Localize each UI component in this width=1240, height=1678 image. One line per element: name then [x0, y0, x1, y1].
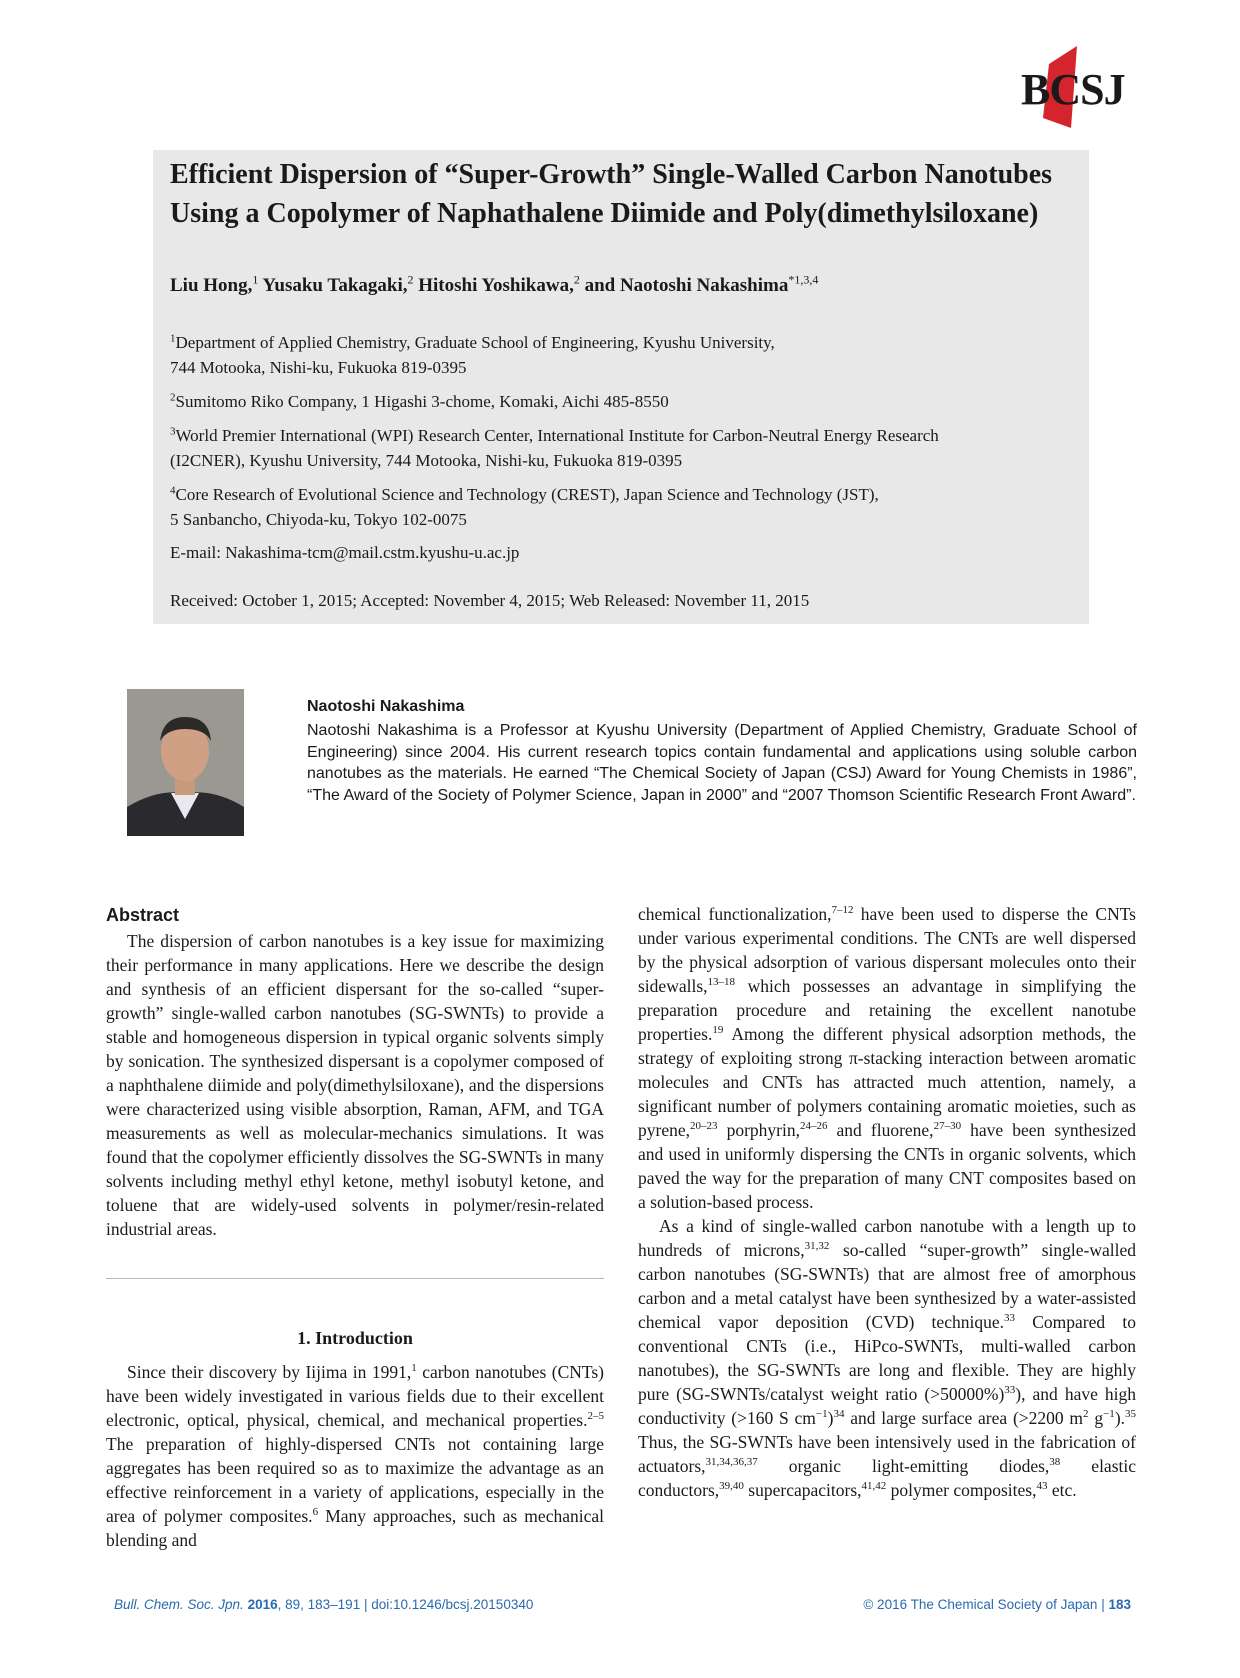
citation-ref: 13–18: [707, 976, 736, 989]
author-affil-sup: 1: [252, 272, 259, 287]
affil-line: Core Research of Evolutional Science and Technology (CREST), Japan Science and Technology (JST),: [175, 485, 879, 504]
bio-name: Naotoshi Nakashima: [307, 698, 465, 715]
citation-ref: 31,32: [804, 1240, 830, 1253]
page-number: 183: [1108, 1597, 1131, 1612]
affil-line: World Premier International (WPI) Research Center, International Institute for Carbon-Neutral Energy Research: [175, 426, 939, 445]
citation-ref: 1: [411, 1362, 417, 1375]
affil-line: Sumitomo Riko Company, 1 Higashi 3-chome, Komaki, Aichi 485-8550: [175, 392, 669, 411]
citation-ref: −1: [815, 1408, 828, 1421]
title-line-1: Efficient Dispersion of “Super-Growth” Single-Walled Carbon Nanotubes: [170, 159, 1053, 190]
citation-ref: 2: [1083, 1408, 1089, 1421]
author: Hitoshi Yoshikawa,: [418, 275, 574, 296]
citation-ref: 6: [312, 1506, 319, 1519]
author-affil-sup: 2: [573, 272, 580, 287]
footer-year: 2016: [247, 1597, 278, 1612]
citation-ref: 34: [833, 1408, 845, 1421]
article-title: [170, 155, 1080, 233]
right-paragraph-2: As a kind of single-walled carbon nanotube with a length up to hundreds of microns,$^{31,32}$ so-called “super-growth” single-walled carbon nanotubes (SG-SWNTs) that are almost free of amorphous carbon and a metal catalyst have been synthesized by a water-assisted chemical vapor deposition (CVD) technique.$^{33}$ Compared to conventional CNTs (i.e., HiPco-SWNTs, multi-walled carbon nanotubes), the SG-SWNTs are long and flexible. They are highly pure (SG-SWNTs/catalyst weight ratio (>50000%)$^{33}$), and have high conductivity (>160 S $cm^{-1})^{34}$ and large surface area (>2200 $m^2$ $g^{-1}).^{35}$ Thus, the SG-SWNTs have been intensively used in the fabrication of actuators,$^{31,34,36,37}$ organic light-emitting diodes,$^{38}$ elastic conductors,$^{39,40}$ supercapacitors,$^{41,42}$ polymer composites,$^{43}$ etc.: [638, 1216, 1137, 1500]
citation-ref: 24–26: [799, 1120, 828, 1133]
abstract-body: [106, 929, 604, 1241]
footer-copyright-text: © 2016 The Chemical Society of Japan |: [863, 1597, 1105, 1612]
affil-sup: 4: [170, 484, 176, 497]
journal-logo: [1015, 42, 1135, 128]
affil-line: Department of Applied Chemistry, Graduate School of Engineering, Kyushu University,: [175, 333, 775, 352]
right-paragraph-1: chemical functionalization,$^{7-12}$ have been used to disperse the CNTs under various experimental conditions. The CNTs are well dispersed by the physical adsorption of various dispersant molecules onto their sidewalls,$^{13-18}$ which possesses an advantage in simplifying the preparation procedure and retaining the excellent nanotube properties.$^{19}$ Among the different physical adsorption methods, the strategy of exploiting strong π-stacking interaction between aromatic molecules and CNTs has attracted much attention, namely, a significant number of polymers containing aromatic moieties, such as pyrene,$^{20-23}$ porphyrin,$^{24-26}$ and fluorene,$^{27-30}$ have been synthesized and used in uniformly dispersing the CNTs in organic solvents, which paved the way for the preparation of many CNT composites based on a solution-based process.: [638, 904, 1136, 1212]
footer-copyright: [863, 1597, 1131, 1612]
right-column-body: [638, 902, 1136, 1502]
section-divider: [106, 1278, 604, 1279]
abstract-heading: Abstract: [106, 905, 180, 925]
citation-ref: 19: [712, 1024, 724, 1037]
citation-ref: −1: [1103, 1408, 1115, 1421]
abstract-text: The dispersion of carbon nanotubes is a key issue for maximizing their performance in many applications. Here we describe the design and synthesis of an efficient dispersant for the so-called “super-growth” single-walled carbon nanotubes (SG-SWNTs) to provide a stable and homogeneous dispersion in typical organic solvents simply by sonication. The synthesized dispersant is a copolymer composed of a naphthalene diimide and poly(dimethylsiloxane), and the dispersions were characterized using visible absorption, Raman, AFM, and TGA measurements as well as molecular-mechanics simulations. It was found that the copolymer efficiently dissolves the SG-SWNTs in many solvents including methyl ethyl ketone, methyl isobutyl ketone, and toluene that are widely-used solvents in polymer/resin-related industrial areas.: [106, 931, 604, 1239]
citation-ref: 35: [1125, 1408, 1137, 1421]
author-affil-sup: 2: [407, 272, 414, 287]
affil-sup: 2: [170, 391, 176, 404]
affil-line: 744 Motooka, Nishi-ku, Fukuoka 819-0395: [170, 358, 467, 377]
author: and Naotoshi Nakashima: [584, 275, 789, 296]
contact-email: E-mail: Nakashima-tcm@mail.cstm.kyushu-u.ac.jp: [170, 543, 520, 562]
affiliation-4: [170, 482, 1070, 532]
citation-ref: 39,40: [719, 1480, 744, 1493]
author: Yusaku Takagaki,: [262, 275, 408, 296]
intro-paragraph-1: Since their discovery by Iijima in 1991,$^1$ carbon nanotubes (CNTs) have been widely investigated in various fields due to their excellent electronic, optical, physical, chemical, and mechanical properties.$^{2-5}$ The preparation of highly-dispersed CNTs not containing large aggregates has been required so as to maximize the advantage as an effective reinforcement in a variety of applications, especially in the area of polymer composites.$^6$ Many approaches, such as mechanical blending and: [106, 1362, 604, 1550]
footer-citation: [114, 1597, 533, 1612]
affil-line: 5 Sanbancho, Chiyoda-ku, Tokyo 102-0075: [170, 510, 467, 529]
citation-ref: 33: [1004, 1384, 1016, 1397]
title-line-2: Using a Copolymer of Naphathalene Diimide and Poly(dimethylsiloxane): [170, 198, 1039, 229]
publication-dates: Received: October 1, 2015; Accepted: November 4, 2015; Web Released: November 11, 2015: [170, 591, 810, 610]
author: Liu Hong,: [170, 275, 253, 296]
citation-ref: 33: [1003, 1312, 1015, 1325]
citation-ref: 7–12: [831, 904, 854, 917]
logo-text: BCSJ: [1021, 65, 1125, 114]
author-list: [170, 272, 819, 297]
affil-sup: 3: [170, 425, 176, 438]
affil-line: (I2CNER), Kyushu University, 744 Motooka, Nishi-ku, Fukuoka 819-0395: [170, 451, 683, 470]
affiliation-2: [170, 389, 1070, 414]
affiliation-1: [170, 330, 1070, 380]
citation-ref: 31,34,36,37: [705, 1456, 758, 1469]
intro-heading: 1. Introduction: [297, 1328, 413, 1348]
affil-sup: 1: [170, 332, 176, 345]
citation-ref: 43: [1036, 1480, 1048, 1493]
citation-ref: 27–30: [933, 1120, 962, 1133]
intro-body: [106, 1360, 604, 1552]
citation-ref: 20–23: [690, 1120, 718, 1133]
author-affil-sup: *1,3,4: [788, 272, 819, 287]
author-photo: [127, 689, 244, 836]
footer-journal: Bull. Chem. Soc. Jpn.: [114, 1597, 244, 1612]
citation-ref: 41,42: [861, 1480, 887, 1493]
affiliation-3: [170, 423, 1070, 473]
bio-text: Naotoshi Nakashima is a Professor at Kyushu University (Department of Applied Chemistry, Graduate School of Engineering) since 2004. His current research topics contain fundamental and applications using soluble carbon nanotubes as the materials. He earned “The Chemical Society of Japan (CSJ) Award for Young Chemists in 1986”, “The Award of the Society of Polymer Science, Japan in 2000” and “2007 Thomson Scientific Research Front Award”.: [307, 722, 1137, 804]
author-portrait-icon: [127, 689, 244, 836]
citation-ref: 38: [1049, 1456, 1061, 1469]
footer-volume-doi: , 89, 183–191 | doi:10.1246/bcsj.20150340: [277, 1597, 534, 1612]
citation-ref: 2–5: [587, 1410, 604, 1423]
